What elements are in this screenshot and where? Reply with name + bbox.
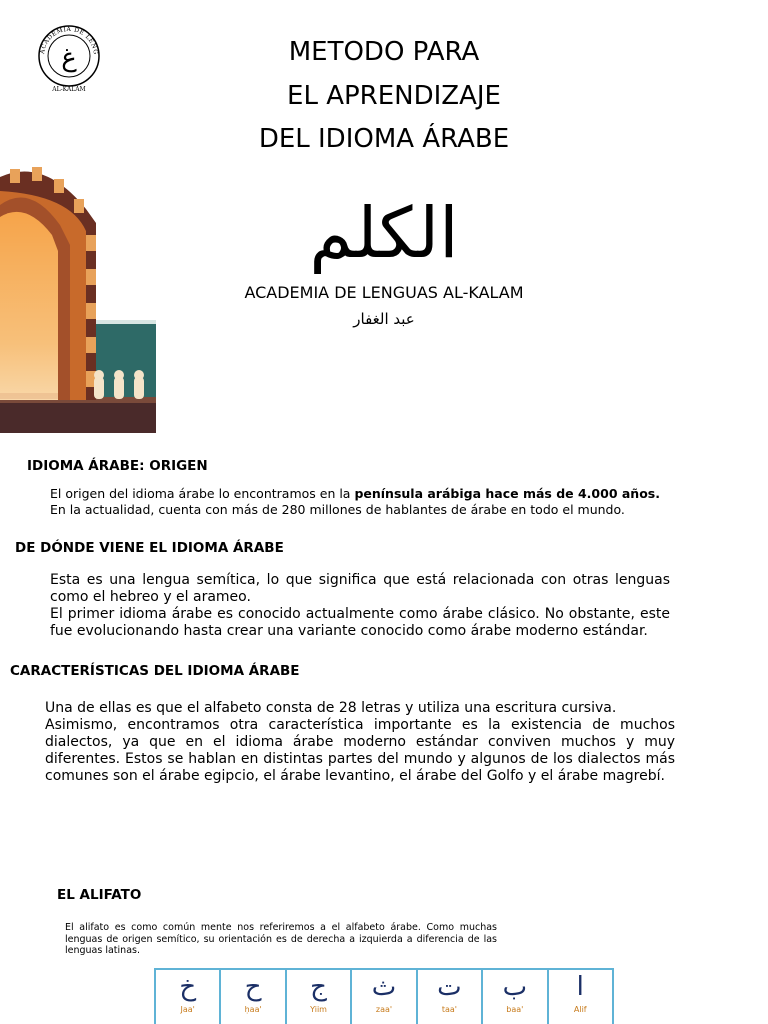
arabic-title: الكلم bbox=[309, 192, 459, 274]
paragraph-origin bbox=[50, 486, 690, 517]
title-line-2: EL APRENDIZAJE bbox=[287, 81, 501, 111]
letter-cell bbox=[221, 970, 286, 1024]
origin-text-start: El origen del idioma árabe lo encontramos en la bbox=[50, 486, 355, 501]
letter-glyph: ج bbox=[310, 972, 327, 1002]
letter-glyph: ا bbox=[576, 972, 584, 1002]
letter-name: Yiim bbox=[310, 1005, 327, 1014]
letter-glyph: ت bbox=[437, 972, 462, 1002]
letter-cell bbox=[352, 970, 417, 1024]
letter-cell bbox=[483, 970, 548, 1024]
heading-alifato: EL ALIFATO bbox=[57, 887, 142, 903]
letter-name: ḥaa' bbox=[244, 1005, 262, 1014]
paragraph-where bbox=[50, 572, 670, 640]
paragraph-features bbox=[45, 700, 675, 785]
letter-glyph: ب bbox=[502, 972, 528, 1002]
letter-cell bbox=[418, 970, 483, 1024]
logo-letter: غ bbox=[61, 43, 77, 73]
origin-text-end: En la actualidad, cuenta con más de 280 millones de hablantes de árabe en todo el mundo. bbox=[50, 501, 625, 517]
title-line-3: DEL IDIOMA ÁRABE bbox=[258, 124, 510, 154]
academy-name: ACADEMIA DE LENGUAS AL-KALAM bbox=[244, 283, 524, 302]
arch-illustration bbox=[0, 165, 156, 433]
author-name: عبد الغفار bbox=[353, 310, 415, 328]
origin-text-bold: península arábiga hace más de 4.000 años. bbox=[354, 486, 660, 501]
letter-name: Jaa' bbox=[180, 1005, 195, 1014]
features-paragraph-1: Una de ellas es que el alfabeto consta de 28 letras y utiliza una escritura cursiva. bbox=[45, 700, 617, 716]
where-paragraph-1: Esta es una lengua semítica, lo que significa que está relacionada con otras lenguas como el hebreo y el arameo. bbox=[50, 572, 670, 605]
letter-name: zaa' bbox=[375, 1005, 393, 1014]
title-line-1: METODO PARA bbox=[288, 37, 480, 67]
logo-ring-text: ACADEMIA DE LENG bbox=[39, 25, 100, 56]
letter-name: baa' bbox=[506, 1005, 524, 1014]
heading-where: DE DÓNDE VIENE EL IDIOMA ÁRABE bbox=[15, 540, 284, 556]
letter-cell bbox=[156, 970, 221, 1024]
paragraph-alifato: El alifato es como común mente nos referiremos a el alfabeto árabe. Como muchas lenguas de origen semítico, su orientación es de derecha a izquierda a diferencia de las lenguas latinas. bbox=[65, 922, 497, 956]
heading-origin: IDIOMA ÁRABE: ORIGEN bbox=[27, 458, 208, 474]
letter-glyph: ث bbox=[371, 972, 397, 1002]
letter-glyph: خ bbox=[179, 972, 197, 1002]
logo-bottom-text: AL-KALAM bbox=[52, 86, 86, 93]
letter-name: taa' bbox=[441, 1005, 457, 1014]
where-paragraph-2: El primer idioma árabe es conocido actualmente como árabe clásico. No obstante, este fue evolucionando hasta crear una variante conocido como árabe moderno estándar. bbox=[50, 606, 670, 639]
letter-glyph: ح bbox=[244, 972, 262, 1002]
letter-name: Alif bbox=[573, 1005, 587, 1014]
alphabet-table bbox=[154, 968, 614, 1024]
letter-cell bbox=[549, 970, 614, 1024]
letter-cell bbox=[287, 970, 352, 1024]
features-paragraph-2: Asimismo, encontramos otra característica importante es la existencia de muchos dialectos, ya que en el idioma árabe moderno estándar conviven muchos y muy diferentes. Estos se hablan en distintas partes del mundo y algunos de los dialectos más comunes son el árabe egipcio, el árabe levantino, el árabe del Golfo y el árabe magrebí. bbox=[45, 717, 675, 784]
heading-features: CARACTERÍSTICAS DEL IDIOMA ÁRABE bbox=[10, 663, 300, 679]
